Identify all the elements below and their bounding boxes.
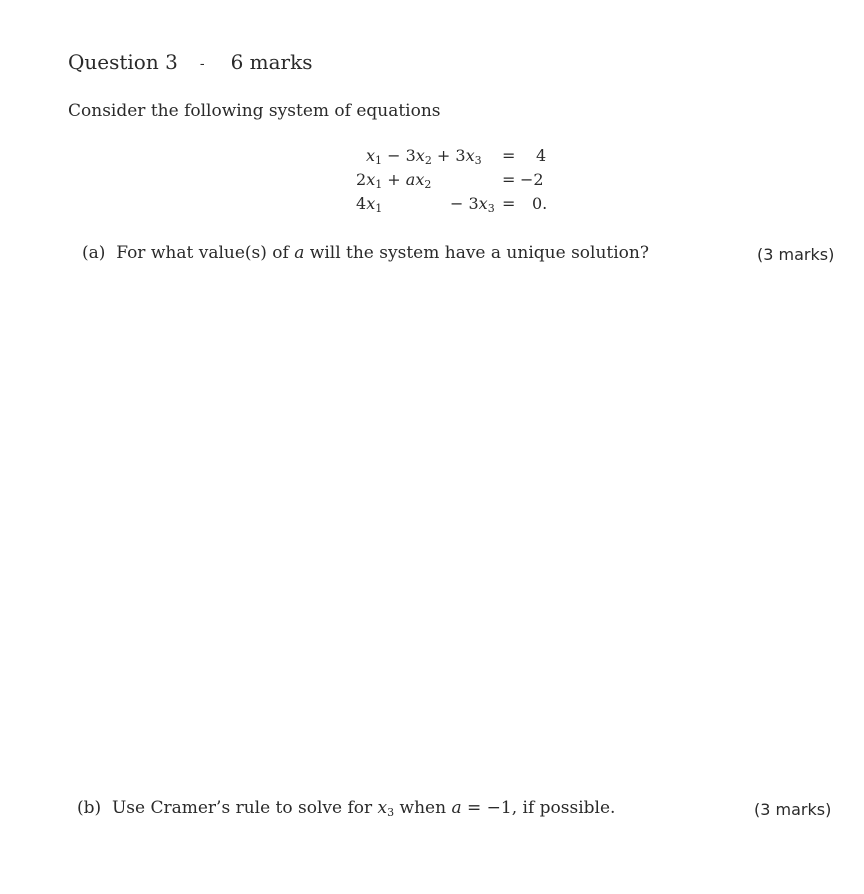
equation-rhs: −2 bbox=[520, 170, 544, 189]
equation-lhs: − $3x_3$ bbox=[450, 194, 495, 215]
equation-lhs: $2x_1 + ax_2$ bbox=[356, 170, 432, 191]
part-b-question: (b) Use Cramer’s rule to solve for $x_3$ when a = −1, if possible. bbox=[77, 798, 616, 819]
part-a-question: (a) For what value(s) of a will the system have a unique solution? bbox=[82, 243, 649, 263]
equation-equals: = bbox=[502, 170, 516, 189]
question-label: Question 3 bbox=[68, 50, 178, 74]
equation-rhs: 4 bbox=[536, 146, 547, 165]
equation-lhs: $4x_1$ bbox=[356, 194, 383, 215]
question-separator: - bbox=[199, 55, 205, 72]
part-a-marks: (3 marks) bbox=[757, 245, 835, 264]
intro-text: Consider the following system of equations bbox=[68, 101, 441, 121]
part-b-marks: (3 marks) bbox=[754, 800, 832, 819]
equation-equals: = bbox=[502, 194, 516, 213]
equation-equals: = bbox=[502, 146, 516, 165]
equation-lhs: $x_1 - 3x_2 + 3x_3$ bbox=[366, 146, 482, 167]
question-heading bbox=[68, 50, 312, 74]
question-total-marks: 6 marks bbox=[230, 50, 313, 74]
equation-rhs: 0. bbox=[532, 194, 548, 213]
